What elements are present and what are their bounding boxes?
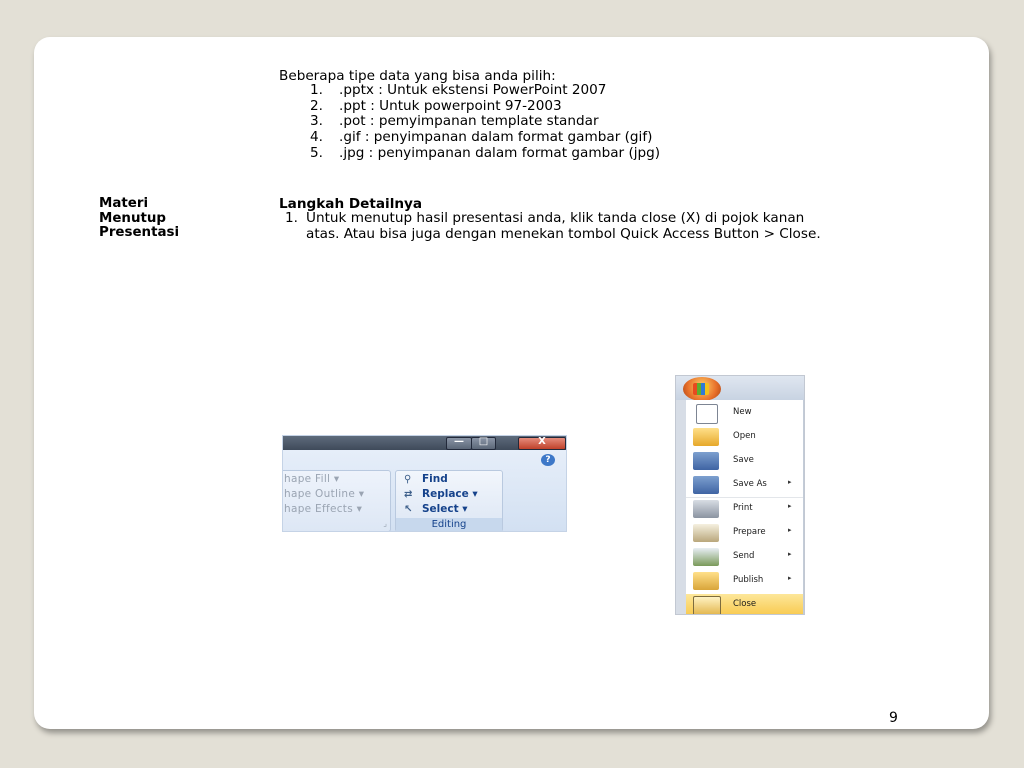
list-item — [310, 99, 660, 115]
select-label: Select ▾ — [422, 503, 468, 515]
close-window-button[interactable] — [518, 437, 566, 450]
editing-group — [395, 470, 503, 532]
office-menu-screenshot — [675, 375, 805, 615]
menu-item-save[interactable] — [686, 450, 803, 472]
replace-icon: ⇄ — [404, 489, 413, 500]
office-logo-icon — [693, 383, 709, 395]
list-item — [310, 146, 660, 162]
save-as-icon — [693, 476, 719, 494]
submenu-arrow-icon: ▸ — [788, 574, 792, 582]
section-title-line: Presentasi — [99, 225, 180, 240]
drawing-group — [282, 470, 391, 532]
menu-item-publish[interactable] — [686, 570, 803, 592]
list-number: 2. — [310, 97, 323, 114]
list-text: .pptx : Untuk ekstensi PowerPoint 2007 — [339, 82, 607, 98]
list-number: 3. — [310, 113, 323, 130]
menu-item-label: New — [733, 407, 752, 417]
step-text: Untuk menutup hasil presentasi anda, klik tanda close (X) di pojok kanan atas. Atau bisa juga dengan menekan tombol Quick Access Button > Close. — [306, 210, 821, 242]
dialog-launcher-icon[interactable]: ⌟ — [383, 519, 387, 528]
cursor-icon: ↖ — [404, 504, 413, 515]
list-text: .ppt : Untuk powerpoint 97-2003 — [339, 97, 562, 114]
ribbon-screenshot — [282, 435, 567, 532]
menu-item-label: Open — [733, 431, 756, 441]
file-types-list — [310, 83, 660, 162]
find-label: Find — [422, 473, 448, 485]
menu-item-label: Print — [733, 503, 753, 513]
replace-label: Replace ▾ — [422, 488, 478, 500]
list-text: .gif : penyimpanan dalam format gambar (gif) — [339, 129, 653, 146]
new-document-icon — [696, 404, 718, 424]
menu-item-label: Publish — [733, 575, 764, 585]
list-item — [310, 114, 660, 130]
minimize-button[interactable] — [446, 437, 472, 450]
question-icon[interactable]: ? — [541, 454, 555, 466]
submenu-arrow-icon: ▸ — [788, 550, 792, 558]
step-item — [285, 210, 825, 242]
menu-item-label: Send — [733, 551, 755, 561]
menu-item-close[interactable] — [686, 594, 803, 615]
menu-item-label: Save — [733, 455, 754, 465]
menu-item-send[interactable] — [686, 546, 803, 568]
menu-item-label: Save As — [733, 479, 767, 489]
printer-icon — [693, 500, 719, 518]
close-icon: X — [538, 436, 546, 447]
maximize-button[interactable] — [471, 437, 496, 450]
prepare-icon — [693, 524, 719, 542]
ribbon — [283, 450, 567, 532]
send-icon — [693, 548, 719, 566]
submenu-arrow-icon: ▸ — [788, 526, 792, 534]
menu-item-label: Prepare — [733, 527, 766, 537]
list-text: .jpg : penyimpanan dalam format gambar (jpg) — [339, 144, 661, 161]
minimize-icon: — — [454, 436, 464, 447]
list-item — [310, 83, 660, 99]
replace-button[interactable] — [404, 488, 478, 500]
shape-fill-button[interactable]: hape Fill ▾ — [284, 473, 340, 485]
menu-right-rail — [803, 400, 805, 615]
menu-item-print[interactable] — [686, 498, 803, 520]
editing-group-label: Editing — [396, 518, 502, 531]
save-disk-icon — [693, 452, 719, 470]
menu-left-rail — [676, 400, 686, 615]
close-folder-icon — [693, 596, 721, 615]
submenu-arrow-icon: ▸ — [788, 502, 792, 510]
binoculars-icon: ⚲ — [404, 474, 412, 485]
select-button[interactable] — [404, 503, 468, 515]
step-number: 1. — [285, 210, 298, 226]
list-text: .pot : pemyimpanan template standar — [339, 113, 599, 130]
list-item — [310, 130, 660, 146]
menu-item-new[interactable] — [686, 402, 803, 424]
section-title-line: Menutup — [99, 210, 166, 226]
page-number: 9 — [889, 710, 898, 726]
menu-item-prepare[interactable] — [686, 522, 803, 544]
publish-icon — [693, 572, 719, 590]
office-menu-top — [676, 376, 805, 400]
submenu-arrow-icon: ▸ — [788, 478, 792, 486]
shape-effects-button[interactable]: hape Effects ▾ — [284, 503, 363, 515]
menu-item-save-as[interactable] — [686, 474, 803, 496]
section-title-line: Materi — [99, 196, 149, 211]
list-number: 4. — [310, 129, 323, 146]
list-number: 5. — [310, 144, 323, 161]
open-folder-icon — [693, 428, 719, 446]
list-number: 1. — [310, 82, 323, 98]
file-types-intro: Beberapa tipe data yang bisa anda pilih: — [279, 68, 556, 84]
steps-heading: Langkah Detailnya — [279, 196, 423, 212]
menu-item-label: Close — [733, 599, 757, 609]
find-button[interactable] — [404, 473, 448, 485]
menu-item-open[interactable] — [686, 426, 803, 448]
section-title — [99, 197, 179, 241]
window-titlebar — [283, 436, 567, 450]
maximize-icon: □ — [478, 436, 489, 447]
office-menu — [686, 400, 803, 615]
shape-outline-button[interactable]: hape Outline ▾ — [284, 488, 365, 500]
